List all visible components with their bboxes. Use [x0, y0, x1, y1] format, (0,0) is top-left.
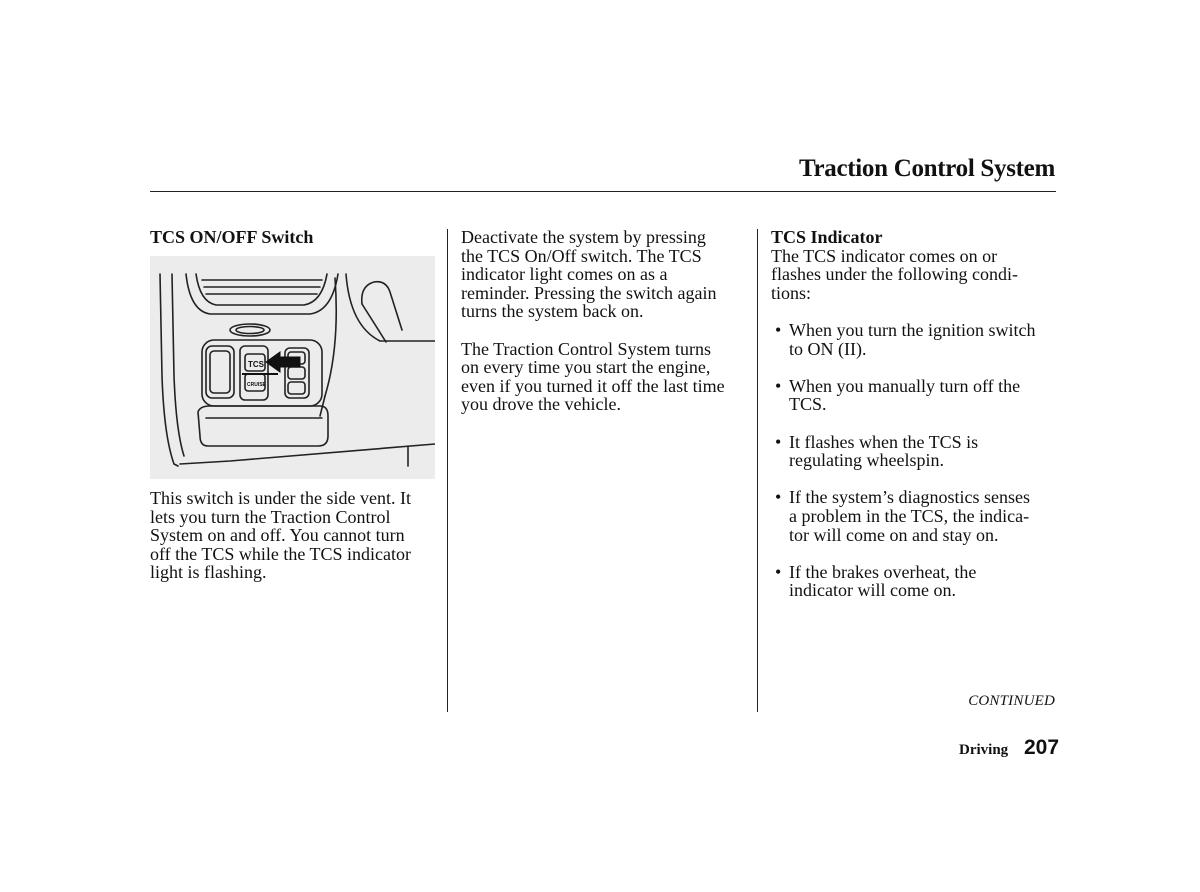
footer-section-name: Driving	[959, 742, 1009, 758]
list-item-text: When you turn the ignition switch to ON (II).	[789, 319, 1036, 359]
bullet-glyph: •	[775, 431, 782, 452]
bullet-glyph: •	[775, 319, 782, 340]
list-item	[771, 563, 1061, 600]
bullet-glyph: •	[775, 375, 782, 396]
list-item	[771, 433, 1061, 470]
indicator-heading: TCS Indicator	[771, 227, 883, 247]
title-rule	[150, 191, 1056, 192]
list-item-text: If the brakes overheat, the indicator will come on.	[789, 561, 977, 601]
list-item-text: If the system’s diagnostics senses a problem in the TCS, the indica- tor will come on and stay on.	[789, 487, 1030, 545]
switch-body-text: This switch is under the side vent. It lets you turn the Traction Control System on and off. You cannot turn off the TCS while the TCS indicator light is flashing.	[150, 488, 411, 583]
continued-label: CONTINUED	[968, 693, 1055, 709]
switch-description	[150, 489, 440, 582]
deactivate-paragraph: Deactivate the system by pressing the TCS On/Off switch. The TCS indicator light comes on as a reminder. Pressing the switch again turns the system back on.	[461, 227, 717, 322]
bullet-glyph: •	[775, 487, 782, 508]
indicator-intro: The TCS indicator comes on or flashes under the following condi- tions:	[771, 245, 1018, 303]
column-1	[150, 228, 440, 247]
dashboard-drawing	[150, 256, 435, 479]
bullet-glyph: •	[775, 561, 782, 582]
startup-paragraph: The Traction Control System turns on every time you start the engine, even if you turned it off the last time you drove the vehicle.	[461, 338, 725, 415]
page-number: 207	[1024, 736, 1060, 759]
list-item	[771, 377, 1061, 414]
column-3	[771, 228, 1061, 618]
column-divider-right	[757, 229, 758, 712]
cruise-button-label: CRUISE	[247, 382, 266, 388]
page-title: Traction Control System	[798, 155, 1055, 182]
column-divider-left	[447, 229, 448, 712]
tcs-switch-illustration	[150, 256, 435, 479]
switch-heading: TCS ON/OFF Switch	[150, 227, 314, 247]
indicator-conditions-list	[771, 321, 1061, 600]
tcs-button-label: TCS	[248, 360, 264, 369]
list-item	[771, 488, 1061, 544]
list-item-text: It flashes when the TCS is regulating wheelspin.	[789, 431, 979, 471]
column-2	[461, 228, 751, 414]
list-item-text: When you manually turn off the TCS.	[789, 375, 1021, 415]
list-item	[771, 321, 1061, 358]
